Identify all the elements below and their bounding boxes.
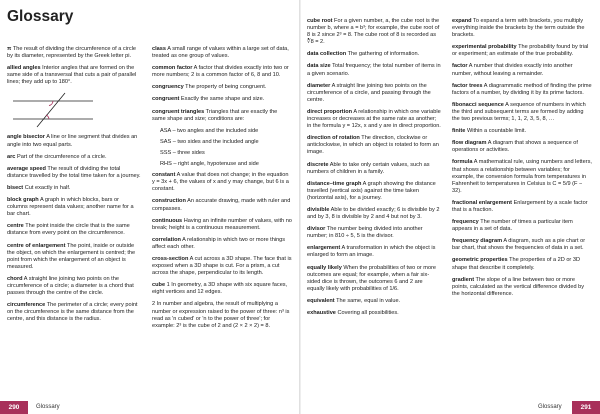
glossary-definition: A line or line segment that divides an angle into two equal parts.	[7, 134, 138, 148]
glossary-term: chord	[7, 275, 23, 282]
glossary-definition: For a given number, a, the cube root is the number b, where a = b³; for example, the cube root of 8 is 2 since 2³ = 8. The cube root of 8 is recorded as ∛8 = 2.	[307, 18, 440, 46]
condition-text: SSS – three sides	[160, 149, 205, 156]
glossary-entry	[152, 237, 292, 251]
glossary-definition: A relationship in which two or more things affect each other.	[152, 236, 286, 250]
glossary-term: direct proportion	[307, 108, 353, 115]
glossary-definition: Having an infinite number of values, with no break; height is a continuous measurement.	[152, 217, 292, 231]
glossary-term: frequency diagram	[452, 238, 503, 245]
glossary-column-2	[152, 46, 292, 335]
glossary-term: cube root	[307, 18, 333, 24]
glossary-definition: A diagram that shows a sequence of operations or activities.	[452, 140, 578, 154]
glossary-entry	[152, 128, 292, 135]
glossary-definition: A value that does not change; in the equation y = 3x + 6, the values of x and y may change, but 6 is a constant.	[152, 172, 289, 193]
glossary-entry	[307, 162, 441, 176]
glossary-definition: A diagram, such as a pie chart or bar chart, that shows the frequencies of data in a set.	[452, 238, 586, 252]
glossary-entry	[7, 302, 141, 323]
glossary-entry	[152, 172, 292, 193]
footer-label-left: Glossary	[36, 404, 60, 410]
glossary-term: angle bisector	[7, 134, 45, 141]
glossary-term: correlation	[152, 236, 181, 243]
glossary-definition: A sequence of numbers in which the third and subsequent terms are formed by adding the two previous terms; 1, 1, 2, 3, 5, 8, …	[452, 101, 586, 123]
glossary-term: frequency	[452, 219, 479, 226]
glossary-entry	[307, 310, 441, 317]
glossary-term: fibonacci sequence	[452, 101, 504, 108]
glossary-entry	[452, 44, 592, 58]
glossary-term: block graph	[7, 197, 39, 204]
glossary-term: formula	[452, 159, 473, 166]
glossary-definition: Part of the circumference of a circle.	[16, 153, 107, 160]
glossary-term: bisect	[7, 184, 24, 191]
glossary-entry	[307, 135, 441, 156]
glossary-definition: Able to be divided exactly; 6 is divisible by 2 and by 3, 8 is divisible by 2 and 4 but not by 3.	[307, 206, 440, 221]
glossary-definition: A number that divides exactly into another number, without leaving a remainder.	[452, 63, 573, 77]
glossary-definition: The result of dividing the total distance travelled by the total time taken for a journey.	[7, 165, 141, 179]
glossary-definition: The number being divided into another number; in 810 ÷ 5, 5 is the divisor.	[307, 226, 423, 240]
glossary-definition: A cut across a 3D shape. The face that is exposed when a 3D shape is cut. For a prism, a cut across the shape, perpendicular to its length.	[152, 255, 292, 277]
glossary-entry	[7, 197, 141, 218]
glossary-term: data size	[307, 63, 331, 70]
glossary-term: gradient	[452, 276, 475, 283]
glossary-entry	[307, 245, 441, 259]
page-number-left: 290	[0, 401, 28, 414]
glossary-term: continuous	[152, 217, 183, 224]
angle-arc-bottom	[46, 115, 49, 119]
glossary-entry	[152, 84, 292, 91]
glossary-term: distance–time graph	[307, 180, 362, 187]
glossary-definition: The point inside the circle that is the same distance from every point on the circumference.	[7, 223, 130, 237]
glossary-entry	[152, 218, 292, 232]
glossary-column-3	[307, 18, 441, 322]
glossary-term: construction	[152, 198, 186, 205]
glossary-term: direction of rotation	[307, 135, 360, 142]
right-page	[300, 0, 600, 414]
glossary-entry	[7, 134, 141, 148]
condition-text: ASA – two angles and the included side	[160, 127, 259, 134]
glossary-entry	[452, 128, 592, 135]
glossary-entry	[307, 181, 441, 202]
glossary-entry	[452, 102, 592, 123]
glossary-definition: A mathematical rule, using numbers and letters, that shows a relationship between variables; for example, the conversion formula from temperatures in Fahrenheit to temperatures in Celsius is C = 5/9 (F − 32).	[452, 159, 592, 194]
glossary-term: factor	[452, 63, 468, 70]
glossary-term: constant	[152, 172, 176, 179]
glossary-entry	[307, 63, 441, 77]
glossary-term: divisible	[307, 206, 330, 213]
condition-text: RHS – right angle, hypotenuse and side	[160, 161, 259, 168]
glossary-entry	[307, 298, 441, 305]
page-number-right: 291	[572, 401, 600, 414]
glossary-entry	[7, 46, 141, 60]
glossary-definition: A straight line joining two points on the circumference of a circle, and passing through the centre.	[307, 82, 431, 103]
glossary-definition: The probability found by trial or experiment; an estimate of the true probability.	[452, 44, 589, 58]
glossary-entry	[7, 166, 141, 180]
glossary-entry	[452, 257, 592, 271]
glossary-definition: A factor that divides exactly into two or more numbers; 2 is a common factor of 6, 8 and 10.	[152, 65, 289, 79]
glossary-definition: When the probabilities of two or more outcomes are equal; for example, when a fair six-sided dice is thrown, the outcomes 6 and 2 are equally likely with probabilities of 1/6.	[307, 264, 437, 292]
glossary-definition: A straight line joining two points on the circumference of a circle; a diameter is a chord that passes through the centre of the circle.	[7, 275, 134, 297]
glossary-term: cube	[152, 282, 166, 289]
glossary-definition: Covering all possibilities.	[337, 310, 399, 316]
transversal-line	[37, 93, 65, 127]
right-footer	[300, 401, 600, 414]
glossary-definition: A graph in which blocks, bars or columns represent data values; another name for a bar chart.	[7, 197, 134, 218]
glossary-entry	[452, 200, 592, 214]
angle-arc-top	[49, 101, 53, 106]
glossary-entry	[307, 51, 441, 58]
glossary-entry	[152, 282, 292, 296]
glossary-definition: The property of being congruent.	[185, 84, 267, 91]
page-title: Glossary	[7, 8, 74, 25]
glossary-definition: Exactly the same shape and size.	[180, 96, 265, 103]
glossary-term: flow diagram	[452, 140, 487, 147]
glossary-entry	[7, 243, 141, 271]
glossary-definition: A transformation in which the object is enlarged to form an image.	[307, 245, 436, 259]
glossary-column-4	[452, 18, 592, 303]
glossary-entry	[452, 277, 592, 298]
glossary-term: π	[7, 46, 12, 52]
glossary-entry	[452, 219, 592, 233]
glossary-definition: A diagrammatic method of finding the prime factors of a number, by dividing it by its prime factors.	[452, 82, 592, 96]
glossary-term: factor trees	[452, 82, 483, 89]
glossary-entry	[452, 159, 592, 194]
glossary-entry	[152, 301, 292, 329]
glossary-term: divisor	[307, 226, 326, 233]
glossary-term: centre of enlargement	[7, 242, 66, 249]
glossary-entry	[452, 18, 592, 39]
glossary-entry	[152, 46, 292, 60]
glossary-term: exhaustive	[307, 310, 336, 316]
glossary-entry	[307, 83, 441, 104]
glossary-term: equivalent	[307, 297, 335, 304]
footer-label-right: Glossary	[538, 404, 562, 410]
glossary-definition: Able to take only certain values, such as numbers of children in a family.	[307, 161, 430, 175]
glossary-term: experimental probability	[452, 44, 517, 51]
glossary-entry	[7, 154, 141, 161]
glossary-definition: Cut exactly in half.	[24, 184, 71, 191]
glossary-term: allied angles	[7, 65, 41, 72]
glossary-term: circumference	[7, 302, 46, 309]
glossary-definition: A relationship in which one variable increases or decreases at the same rate as another; in the formula y = 12x, x and y are in direct proportion.	[307, 108, 441, 130]
glossary-definition: The properties of a 2D or 3D shape that describe it completely.	[452, 257, 580, 271]
glossary-definition: Interior angles that are formed on the same side of a transversal that cuts a pair of parallel lines; they add up to 180°.	[7, 65, 137, 86]
glossary-term: data collection	[307, 51, 347, 58]
glossary-entry	[307, 18, 441, 46]
glossary-term: geometric properties	[452, 257, 508, 264]
glossary-term: cross-section	[152, 255, 189, 262]
glossary-definition: Triangles that are exactly the same shape and size; conditions are:	[152, 108, 278, 122]
glossary-term: congruency	[152, 84, 184, 91]
glossary-entry	[452, 63, 592, 77]
glossary-entry	[307, 207, 441, 221]
condition-text: SAS – two sides and the included angle	[160, 138, 259, 145]
glossary-definition: The perimeter of a circle; every point on the circumference is the same distance from the centre, and this distance is the radius.	[7, 302, 138, 323]
glossary-entry	[7, 65, 141, 86]
glossary-term: diameter	[307, 82, 331, 89]
glossary-entry	[152, 256, 292, 277]
glossary-term: average speed	[7, 165, 46, 172]
glossary-definition: The result of dividing the circumference of a circle by its diameter, represented by the Greek letter pi.	[7, 46, 136, 60]
glossary-column-1	[7, 46, 141, 328]
glossary-entry	[452, 238, 592, 252]
glossary-term: equally likely	[307, 264, 342, 271]
glossary-entry	[152, 198, 292, 212]
glossary-definition: Enlargement by a scale factor that is a fraction.	[452, 199, 588, 213]
glossary-term: finite	[452, 128, 466, 135]
glossary-entry	[152, 96, 292, 103]
glossary-definition: A small range of values within a large set of data, treated as one group of values.	[152, 46, 289, 60]
glossary-entry	[307, 226, 441, 240]
glossary-entry	[307, 109, 441, 130]
glossary-definition: The point, inside or outside the object, on which the enlargement is centred; the point from which the enlargement of an object is measured.	[7, 242, 136, 270]
glossary-definition: A graph showing the distance travelled (vertical axis) against the time taken (horizontal axis), for a journey.	[307, 180, 436, 201]
glossary-term: fractional enlargement	[452, 199, 512, 206]
glossary-term: congruent triangles	[152, 108, 205, 115]
glossary-entry	[7, 223, 141, 237]
allied-angles-diagram	[7, 91, 99, 129]
glossary-definition: Total frequency; the total number of items in a given scenario.	[307, 63, 441, 77]
glossary-entry	[7, 185, 141, 192]
glossary-term: class	[152, 46, 166, 52]
glossary-definition: The same, equal in value.	[336, 297, 401, 304]
glossary-entry	[452, 83, 592, 97]
glossary-term: expand	[452, 18, 472, 24]
glossary-term: congruent	[152, 96, 180, 103]
glossary-entry	[152, 161, 292, 168]
left-footer	[0, 401, 300, 414]
glossary-entry	[307, 265, 441, 293]
glossary-entry	[152, 139, 292, 146]
glossary-term: discrete	[307, 161, 329, 168]
glossary-definition: Within a countable limit.	[466, 128, 527, 135]
glossary-term: common factor	[152, 65, 193, 72]
glossary-term: centre	[7, 223, 24, 230]
glossary-term: enlargement	[307, 245, 341, 252]
glossary-definition: An accurate drawing, made with ruler and compasses.	[152, 198, 291, 212]
glossary-definition: The gathering of information.	[347, 51, 420, 58]
glossary-term: arc	[7, 153, 16, 160]
glossary-definition: The number of times a particular item appears in a set of data.	[452, 219, 573, 233]
glossary-definition: 2 In number and algebra, the result of multiplying a number or expression raised to the power of three: n³ is read as 'n cubed' or 'n to the power of three'; for example: 2³ is the cube of 2 and (2 × 2 × 2) = 8.	[152, 301, 290, 329]
glossary-entry	[152, 150, 292, 157]
glossary-entry	[152, 65, 292, 79]
glossary-entry	[152, 109, 292, 123]
glossary-definition: To expand a term with brackets, you multiply everything inside the brackets by the term outside the brackets.	[452, 18, 585, 39]
glossary-definition: 1 In geometry, a 3D shape with six square faces, eight vertices and 12 edges.	[152, 282, 288, 296]
glossary-entry	[7, 276, 141, 297]
glossary-definition: The slope of a line between two or more points, calculated as the vertical difference divided by the horizontal difference.	[452, 276, 585, 297]
glossary-definition: The direction, clockwise or anticlockwise, in which an object is rotated to form an image.	[307, 135, 439, 156]
glossary-entry	[452, 140, 592, 154]
